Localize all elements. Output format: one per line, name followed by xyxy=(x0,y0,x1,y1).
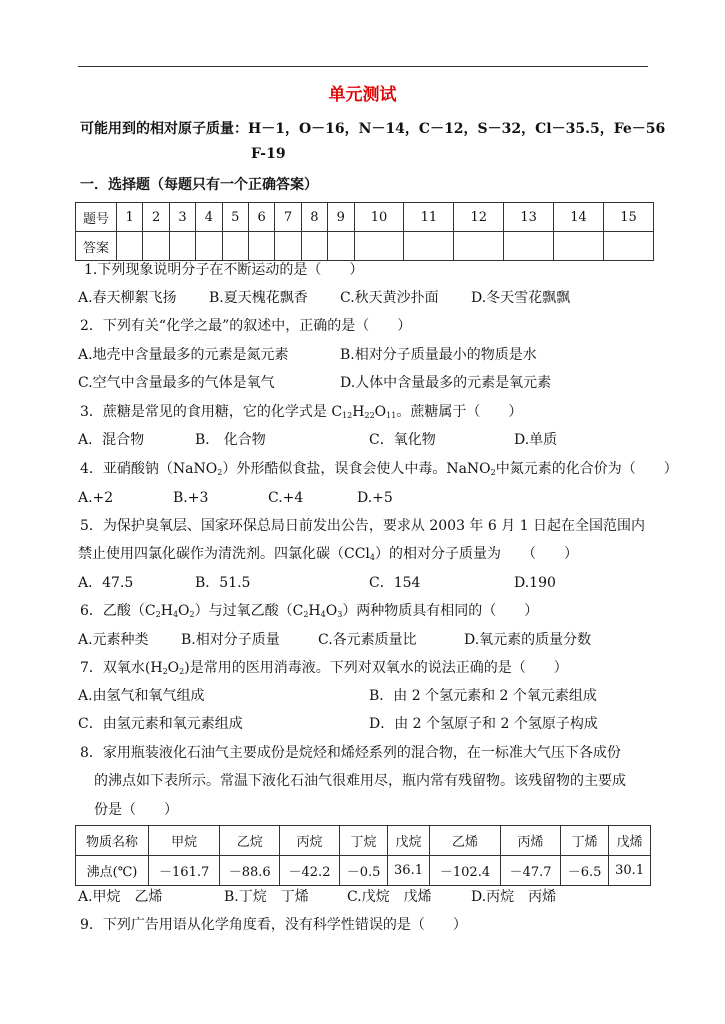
q7-option-d: D．由 2 个氢原子和 2 个氢原子构成 xyxy=(369,716,598,732)
bp-table-value-row xyxy=(76,856,651,886)
question-number: 12 xyxy=(454,203,504,232)
substance-name: 戊烷 xyxy=(388,826,430,856)
q6-option-b: B.相对分子质量 xyxy=(181,632,280,648)
q5-option-b: B．51.5 xyxy=(195,575,251,591)
subscript: 2 xyxy=(162,667,168,676)
q3-formula-h: H xyxy=(352,404,365,420)
substance-name: 甲烷 xyxy=(149,826,220,856)
q7-formula-part: O xyxy=(167,660,180,676)
question-number: 5 xyxy=(222,203,248,232)
boiling-point-value: －161.7 xyxy=(149,856,220,886)
q6-stem-tail: ）两种物质具有相同的（ ） xyxy=(342,603,539,619)
q6-formula-part: H xyxy=(308,603,321,619)
atomic-mass-line-1: 可能用到的相对原子质量：H－1，O－16，N－14，C－12，S－32，Cl－35.5，Fe－56 xyxy=(80,121,666,137)
question-number: 2 xyxy=(143,203,169,232)
answer-cell[interactable] xyxy=(117,232,143,261)
boiling-point-value: －102.4 xyxy=(429,856,500,886)
subscript: 2 xyxy=(303,610,309,619)
q6-stem xyxy=(80,601,538,625)
q3-formula-o: O xyxy=(374,404,387,420)
substance-name: 乙烯 xyxy=(429,826,500,856)
q3-stem xyxy=(80,402,522,426)
question-number: 4 xyxy=(196,203,222,232)
answer-cell[interactable] xyxy=(454,232,504,261)
answer-cell[interactable] xyxy=(504,232,554,261)
q5-option-a: A．47.5 xyxy=(78,575,134,591)
q8-stem-line-2: 的沸点如下表所示。常温下液化石油气很难用尽，瓶内常有残留物。该残留物的主要成 xyxy=(94,773,626,789)
q8-option-b: B.丁烷 丁烯 xyxy=(224,889,309,905)
q8-option-c: C.戊烷 戊烯 xyxy=(347,889,432,905)
subscript: 2 xyxy=(189,610,195,619)
subscript: 4 xyxy=(172,610,179,619)
q1-stem: 1.下列现象说明分子在不断运动的是（ ） xyxy=(84,262,364,278)
substance-name: 乙烷 xyxy=(220,826,280,856)
question-number: 6 xyxy=(248,203,274,232)
boiling-point-value: －47.7 xyxy=(501,856,561,886)
q6-stem-text: ）与过氧乙酸（C xyxy=(194,603,304,619)
q5-stem-line-2 xyxy=(78,544,578,568)
q9-stem: 9．下列广告用语从化学角度看，没有科学性错误的是（ ） xyxy=(80,917,467,933)
boiling-point-value: 36.1 xyxy=(388,856,430,886)
subscript: 2 xyxy=(217,468,223,477)
q1-option-b: B.夏天槐花飘香 xyxy=(209,290,308,306)
answer-cell[interactable] xyxy=(248,232,274,261)
q2-stem: 2．下列有关“化学之最”的叙述中，正确的是（ ） xyxy=(80,318,412,334)
answer-label: 答案 xyxy=(76,232,117,261)
boiling-point-value: 30.1 xyxy=(609,856,651,886)
answer-cell[interactable] xyxy=(301,232,327,261)
substance-name: 丁烷 xyxy=(339,826,387,856)
question-number: 14 xyxy=(554,203,604,232)
q6-option-a: A.元素种类 xyxy=(78,632,149,648)
answer-cell[interactable] xyxy=(603,232,653,261)
bp-table-header-row xyxy=(76,826,651,856)
subscript: 22 xyxy=(364,411,375,420)
q6-option-c: C.各元素质量比 xyxy=(318,632,417,648)
q4-stem-text: 4．亚硝酸钠（NaNO xyxy=(80,461,218,477)
q3-stem-tail: 。蔗糖属于（ ） xyxy=(396,404,523,420)
q8-stem-line-1: 8．家用瓶装液化石油气主要成份是烷烃和烯烃系列的混合物，在一标准大气压下各成份 xyxy=(80,745,621,761)
q2-option-d: D.人体中含量最多的元素是氧元素 xyxy=(340,375,552,391)
substance-name: 丙烯 xyxy=(501,826,561,856)
q6-formula-part: O xyxy=(178,603,190,619)
q1-option-d: D.冬天雪花飘飘 xyxy=(471,290,571,306)
answer-cell[interactable] xyxy=(169,232,195,261)
boiling-point-value: －42.2 xyxy=(280,856,340,886)
q3-stem-text: 3．蔗糖是常见的食用糖，它的化学式是 C xyxy=(80,404,343,420)
q2-option-c: C.空气中含量最多的气体是氧气 xyxy=(78,375,275,391)
substance-name: 丙烷 xyxy=(280,826,340,856)
header-rule xyxy=(78,66,648,67)
subscript: 11 xyxy=(386,411,397,420)
q4-stem-tail: 中氮元素的化合价为（ ） xyxy=(495,461,678,477)
q7-option-b: B．由 2 个氢元素和 2 个氧元素组成 xyxy=(369,688,597,704)
subscript: 4 xyxy=(369,553,375,562)
answer-cell[interactable] xyxy=(222,232,248,261)
q4-option-a: A.+2 xyxy=(78,490,114,506)
question-number: 3 xyxy=(169,203,195,232)
question-number: 7 xyxy=(275,203,301,232)
q4-stem-mid: ）外形酷似食盐，误食会使人中毒。NaNO xyxy=(222,461,491,477)
answer-table-row-numbers xyxy=(76,203,654,232)
subscript: 12 xyxy=(342,411,353,420)
q7-stem xyxy=(80,658,568,682)
page-title: 单元测试 xyxy=(328,85,397,105)
boiling-point-value: －0.5 xyxy=(339,856,387,886)
question-number: 13 xyxy=(504,203,554,232)
question-number: 8 xyxy=(301,203,327,232)
substance-name-label: 物质名称 xyxy=(76,826,149,856)
q4-option-c: C.+4 xyxy=(268,490,304,506)
question-number: 1 xyxy=(117,203,143,232)
q5-option-d: D.190 xyxy=(514,575,556,591)
q6-formula-part: H xyxy=(160,603,173,619)
subscript: 2 xyxy=(155,610,161,619)
q3-option-a: A．混合物 xyxy=(78,432,145,448)
q8-option-a: A.甲烷 乙烯 xyxy=(78,889,163,905)
q1-option-a: A.春天柳絮飞扬 xyxy=(78,290,177,306)
q3-option-c: C．氧化物 xyxy=(369,432,436,448)
q5-stem-text: 禁止使用四氯化碳作为清洗剂。四氯化碳（CCl xyxy=(78,546,370,562)
q7-stem-text: 7．双氧水(H xyxy=(80,660,163,676)
q2-option-b: B.相对分子质量最小的物质是水 xyxy=(340,347,537,363)
q5-stem-line-1: 5．为保护臭氧层、国家环保总局日前发出公告，要求从 2003 年 6 月 1 日起在全国范围内 xyxy=(80,518,646,534)
answer-cell[interactable] xyxy=(328,232,354,261)
question-number: 15 xyxy=(603,203,653,232)
answer-cell[interactable] xyxy=(354,232,404,261)
subscript: 3 xyxy=(337,610,343,619)
q4-option-d: D.+5 xyxy=(357,490,393,506)
q7-option-c: C．由氢元素和氧元素组成 xyxy=(78,716,243,732)
question-number-label: 题号 xyxy=(76,203,117,232)
answer-table xyxy=(75,202,654,261)
q4-stem xyxy=(80,459,678,483)
atomic-mass-line-2: F-19 xyxy=(251,146,286,162)
question-number: 9 xyxy=(328,203,354,232)
boiling-point-label: 沸点(℃) xyxy=(76,856,149,886)
q6-formula-part: O xyxy=(325,603,338,619)
answer-cell[interactable] xyxy=(196,232,222,261)
q7-stem-tail: )是常用的医用消毒液。下列对双氧水的说法正确的是（ ） xyxy=(184,660,568,676)
q6-stem-text: 6．乙酸（C xyxy=(80,603,156,619)
q7-option-a: A.由氢气和氧气组成 xyxy=(78,688,205,704)
q2-option-a: A.地壳中含量最多的元素是氮元素 xyxy=(78,347,289,363)
answer-cell[interactable] xyxy=(275,232,301,261)
section-heading: 一．选择题（每题只有一个正确答案） xyxy=(80,177,318,193)
boiling-point-value: －6.5 xyxy=(560,856,608,886)
q5-option-c: C．154 xyxy=(369,575,421,591)
answer-cell[interactable] xyxy=(554,232,604,261)
subscript: 2 xyxy=(490,468,496,477)
q4-option-b: B.+3 xyxy=(173,490,209,506)
q1-option-c: C.秋天黄沙扑面 xyxy=(340,290,439,306)
answer-cell[interactable] xyxy=(404,232,454,261)
substance-name: 戊烯 xyxy=(609,826,651,856)
q3-option-b: B． 化合物 xyxy=(195,432,266,448)
boiling-point-value: －88.6 xyxy=(220,856,280,886)
q5-stem-tail: ）的相对分子质量为 （ ） xyxy=(375,546,578,562)
answer-cell[interactable] xyxy=(143,232,169,261)
question-number: 11 xyxy=(404,203,454,232)
answer-table-row-answers xyxy=(76,232,654,261)
q3-option-d: D.单质 xyxy=(514,432,558,448)
q6-option-d: D.氧元素的质量分数 xyxy=(464,632,592,648)
subscript: 2 xyxy=(179,667,185,676)
q8-stem-line-3: 份是（ ） xyxy=(94,802,178,818)
subscript: 4 xyxy=(320,610,326,619)
q8-option-d: D.丙烷 丙烯 xyxy=(471,889,557,905)
question-number: 10 xyxy=(354,203,404,232)
substance-name: 丁烯 xyxy=(560,826,608,856)
boiling-point-table xyxy=(75,825,651,886)
